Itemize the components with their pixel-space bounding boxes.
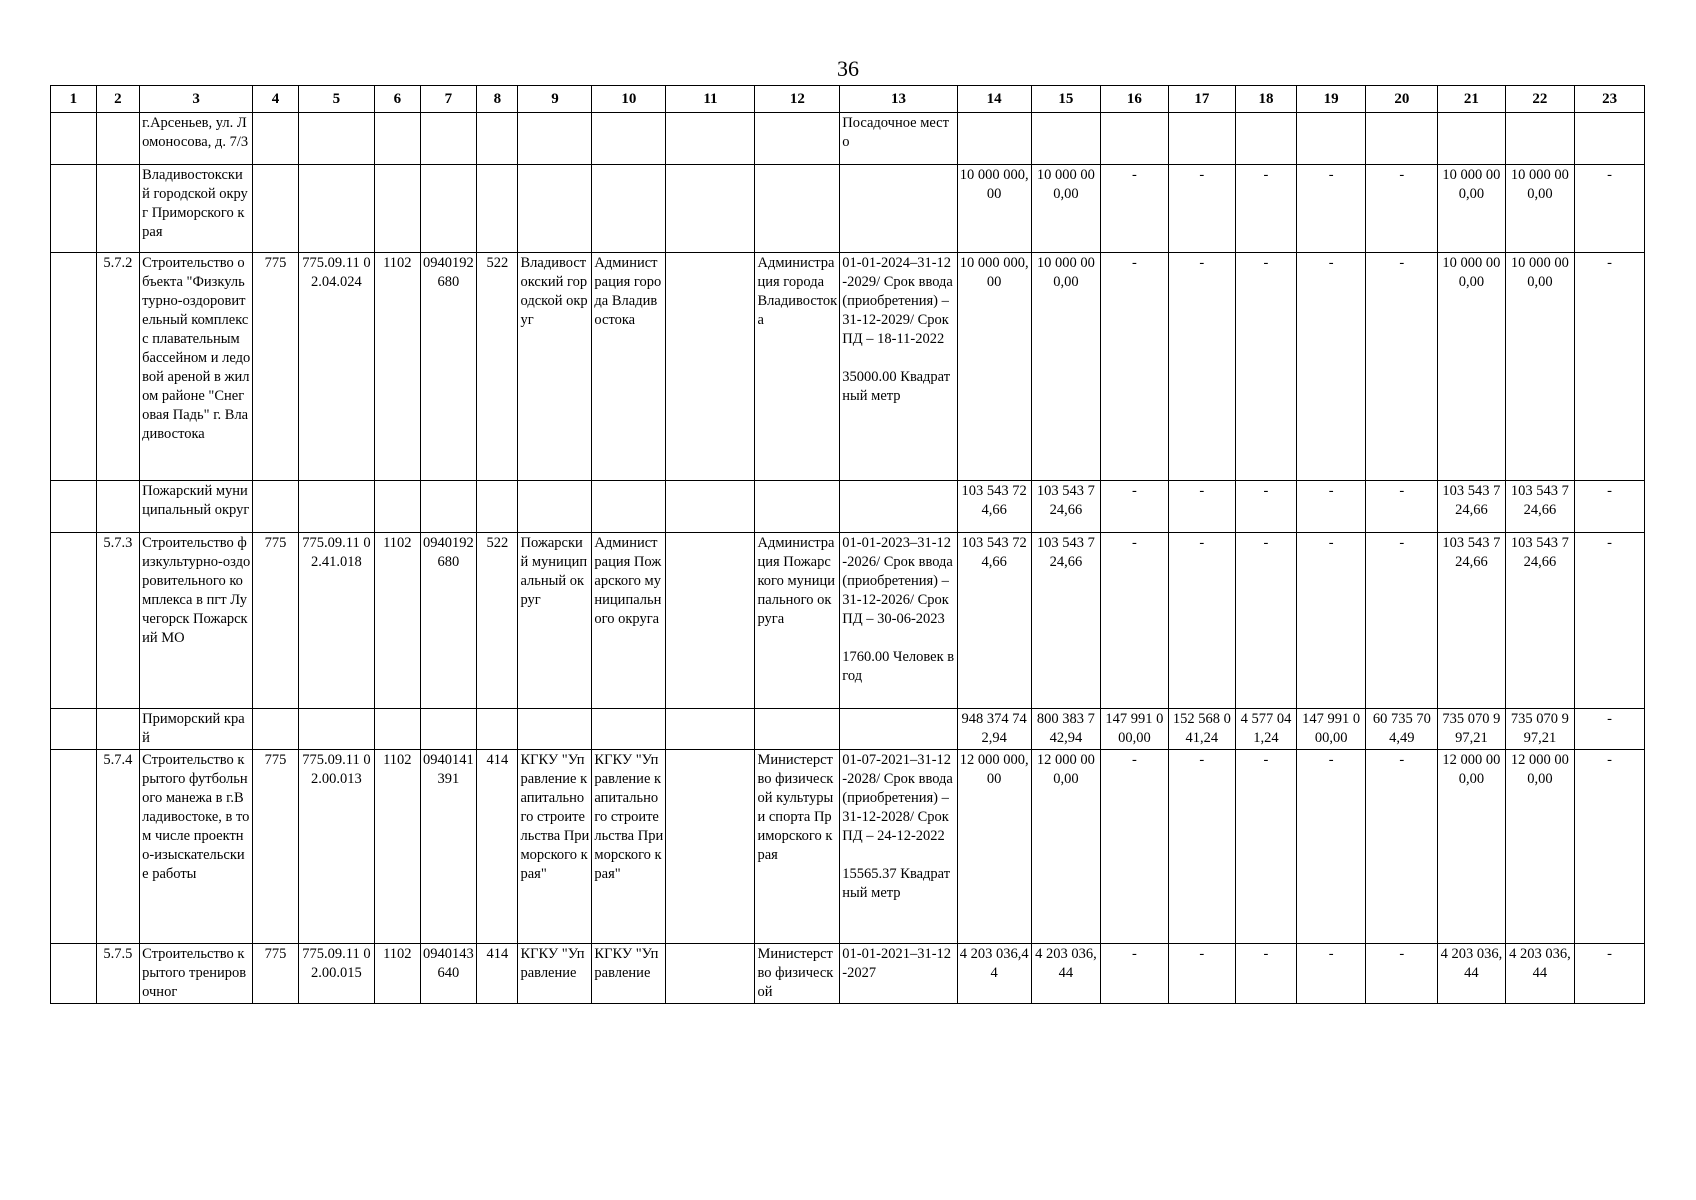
cell-col-18: - <box>1236 750 1297 944</box>
cell-col-17: - <box>1168 944 1235 1004</box>
cell-col-20: - <box>1366 944 1438 1004</box>
cell-col-13: 01-01-2021–31-12-2027 <box>840 944 957 1004</box>
cell-col-9: КГКУ "Управление <box>518 944 592 1004</box>
cell-col-6 <box>374 709 420 750</box>
cell-col-1 <box>51 113 97 165</box>
cell-col-17: - <box>1168 750 1235 944</box>
cell-col-14: 103 543 724,66 <box>957 481 1031 533</box>
cell-col-8: 522 <box>477 533 518 709</box>
column-header-10: 10 <box>592 86 666 113</box>
cell-col-6: 1102 <box>374 750 420 944</box>
cell-col-5: 775.09.11 02.04.024 <box>298 253 374 481</box>
cell-col-19: - <box>1296 165 1366 253</box>
cell-col-1 <box>51 709 97 750</box>
cell-col-4: 775 <box>253 944 299 1004</box>
cell-col-18: - <box>1236 481 1297 533</box>
cell-col-13: 01-07-2021–31-12-2028/ Срок ввода (приобретения) – 31-12-2028/ Срок ПД – 24-12-2022 15565.37 Квадратный метр <box>840 750 957 944</box>
cell-col-22: 103 543 724,66 <box>1505 533 1575 709</box>
cell-col-2 <box>96 481 139 533</box>
column-header-4: 4 <box>253 86 299 113</box>
cell-col-18: - <box>1236 165 1297 253</box>
cell-col-19: - <box>1296 253 1366 481</box>
cell-col-16: - <box>1101 253 1168 481</box>
cell-col-15: 12 000 000,00 <box>1031 750 1101 944</box>
cell-col-8 <box>477 113 518 165</box>
cell-col-3: г.Арсеньев, ул. Ломоносова, д. 7/3 <box>140 113 253 165</box>
cell-col-20: 60 735 704,49 <box>1366 709 1438 750</box>
cell-col-9 <box>518 481 592 533</box>
cell-col-14 <box>957 113 1031 165</box>
cell-col-11 <box>666 481 755 533</box>
cell-col-16: - <box>1101 944 1168 1004</box>
column-header-21: 21 <box>1438 86 1505 113</box>
cell-col-10: КГКУ "Управление <box>592 944 666 1004</box>
cell-col-21: 10 000 000,00 <box>1438 165 1505 253</box>
cell-col-11 <box>666 533 755 709</box>
cell-col-5 <box>298 113 374 165</box>
cell-col-17: - <box>1168 481 1235 533</box>
cell-col-23: - <box>1575 944 1645 1004</box>
cell-col-16: 147 991 000,00 <box>1101 709 1168 750</box>
cell-col-15: 4 203 036,44 <box>1031 944 1101 1004</box>
cell-col-4 <box>253 709 299 750</box>
cell-col-12 <box>755 113 840 165</box>
cell-col-11 <box>666 944 755 1004</box>
cell-col-10: Администрация Пожарского муниципального округа <box>592 533 666 709</box>
cell-col-10 <box>592 165 666 253</box>
row-5-7-5 <box>51 944 1645 1004</box>
cell-col-14: 10 000 000,00 <box>957 165 1031 253</box>
cell-col-5: 775.09.11 02.00.013 <box>298 750 374 944</box>
cell-col-4: 775 <box>253 533 299 709</box>
cell-col-6: 1102 <box>374 253 420 481</box>
cell-col-19: - <box>1296 481 1366 533</box>
column-header-23: 23 <box>1575 86 1645 113</box>
column-header-19: 19 <box>1296 86 1366 113</box>
cell-col-2 <box>96 165 139 253</box>
cell-col-12 <box>755 481 840 533</box>
cell-col-5: 775.09.11 02.41.018 <box>298 533 374 709</box>
row-arsenyev-address <box>51 113 1645 165</box>
cell-col-5: 775.09.11 02.00.015 <box>298 944 374 1004</box>
cell-col-11 <box>666 750 755 944</box>
cell-col-1 <box>51 750 97 944</box>
column-header-20: 20 <box>1366 86 1438 113</box>
cell-col-8: 414 <box>477 944 518 1004</box>
cell-col-4: 775 <box>253 253 299 481</box>
row-5-7-3 <box>51 533 1645 709</box>
cell-col-7: 0940143640 <box>420 944 477 1004</box>
cell-col-23: - <box>1575 253 1645 481</box>
cell-col-8 <box>477 481 518 533</box>
cell-col-7: 0940192680 <box>420 253 477 481</box>
cell-col-2 <box>96 113 139 165</box>
cell-col-2: 5.7.2 <box>96 253 139 481</box>
cell-col-5 <box>298 709 374 750</box>
cell-col-7: 0940192680 <box>420 533 477 709</box>
cell-col-16: - <box>1101 481 1168 533</box>
cell-col-14: 103 543 724,66 <box>957 533 1031 709</box>
cell-col-18 <box>1236 113 1297 165</box>
row-pozharsky-okrug <box>51 481 1645 533</box>
cell-col-6: 1102 <box>374 533 420 709</box>
cell-col-1 <box>51 165 97 253</box>
row-vladivostok-okrug <box>51 165 1645 253</box>
column-number-header <box>51 86 1645 113</box>
cell-col-14: 948 374 742,94 <box>957 709 1031 750</box>
cell-col-2: 5.7.4 <box>96 750 139 944</box>
cell-col-6 <box>374 481 420 533</box>
cell-col-17: 152 568 041,24 <box>1168 709 1235 750</box>
cell-col-16: - <box>1101 165 1168 253</box>
cell-col-11 <box>666 709 755 750</box>
cell-col-15 <box>1031 113 1101 165</box>
cell-col-12: Министерство физической культуры и спорта Приморского края <box>755 750 840 944</box>
cell-col-3: Строительство крытого тренировочног <box>140 944 253 1004</box>
cell-col-10 <box>592 481 666 533</box>
cell-col-3: Приморский край <box>140 709 253 750</box>
cell-col-11 <box>666 113 755 165</box>
cell-col-1 <box>51 481 97 533</box>
cell-col-3: Строительство объекта "Физкультурно-оздоровительный комплекс с плавательным бассейном и ледовой ареной в жилом районе "Снеговая Падь" г. Владивостока <box>140 253 253 481</box>
cell-col-18: 4 577 041,24 <box>1236 709 1297 750</box>
cell-col-21: 103 543 724,66 <box>1438 481 1505 533</box>
column-header-22: 22 <box>1505 86 1575 113</box>
cell-col-6 <box>374 165 420 253</box>
cell-col-22: 4 203 036,44 <box>1505 944 1575 1004</box>
cell-col-13 <box>840 481 957 533</box>
cell-col-18: - <box>1236 944 1297 1004</box>
cell-col-6 <box>374 113 420 165</box>
column-header-15: 15 <box>1031 86 1101 113</box>
cell-col-20 <box>1366 113 1438 165</box>
cell-col-13 <box>840 165 957 253</box>
cell-col-23: - <box>1575 750 1645 944</box>
cell-col-20: - <box>1366 253 1438 481</box>
cell-col-10 <box>592 709 666 750</box>
cell-col-16: - <box>1101 750 1168 944</box>
cell-col-2: 5.7.5 <box>96 944 139 1004</box>
column-header-18: 18 <box>1236 86 1297 113</box>
cell-col-1 <box>51 944 97 1004</box>
cell-col-19: 147 991 000,00 <box>1296 709 1366 750</box>
cell-col-12: Администрация города Владивостока <box>755 253 840 481</box>
cell-col-17: - <box>1168 533 1235 709</box>
cell-col-9: КГКУ "Управление капитального строительства Приморского края" <box>518 750 592 944</box>
cell-col-19 <box>1296 113 1366 165</box>
cell-col-4 <box>253 113 299 165</box>
cell-col-21: 103 543 724,66 <box>1438 533 1505 709</box>
cell-col-20: - <box>1366 165 1438 253</box>
cell-col-22: 12 000 000,00 <box>1505 750 1575 944</box>
cell-col-18: - <box>1236 533 1297 709</box>
cell-col-11 <box>666 253 755 481</box>
cell-col-19: - <box>1296 750 1366 944</box>
cell-col-8 <box>477 709 518 750</box>
cell-col-12 <box>755 165 840 253</box>
cell-col-17: - <box>1168 165 1235 253</box>
cell-col-10: КГКУ "Управление капитального строительства Приморского края" <box>592 750 666 944</box>
column-header-11: 11 <box>666 86 755 113</box>
cell-col-6: 1102 <box>374 944 420 1004</box>
cell-col-4: 775 <box>253 750 299 944</box>
cell-col-23 <box>1575 113 1645 165</box>
cell-col-1 <box>51 253 97 481</box>
cell-col-7 <box>420 709 477 750</box>
cell-col-14: 10 000 000,00 <box>957 253 1031 481</box>
cell-col-15: 800 383 742,94 <box>1031 709 1101 750</box>
row-primorsky-krai <box>51 709 1645 750</box>
cell-col-22: 103 543 724,66 <box>1505 481 1575 533</box>
cell-col-10 <box>592 113 666 165</box>
cell-col-19: - <box>1296 944 1366 1004</box>
column-header-7: 7 <box>420 86 477 113</box>
cell-col-20: - <box>1366 533 1438 709</box>
cell-col-5 <box>298 481 374 533</box>
column-header-14: 14 <box>957 86 1031 113</box>
cell-col-8: 522 <box>477 253 518 481</box>
cell-col-23: - <box>1575 533 1645 709</box>
page-number: 36 <box>837 56 859 81</box>
cell-col-10: Администрация города Владивостока <box>592 253 666 481</box>
column-header-5: 5 <box>298 86 374 113</box>
cell-col-9 <box>518 165 592 253</box>
cell-col-13: 01-01-2024–31-12-2029/ Срок ввода (приобретения) – 31-12-2029/ Срок ПД – 18-11-2022 35000.00 Квадратный метр <box>840 253 957 481</box>
cell-col-20: - <box>1366 750 1438 944</box>
cell-col-13: 01-01-2023–31-12-2026/ Срок ввода (приобретения) – 31-12-2026/ Срок ПД – 30-06-2023 1760.00 Человек в год <box>840 533 957 709</box>
cell-col-9 <box>518 709 592 750</box>
cell-col-1 <box>51 533 97 709</box>
cell-col-9: Владивостокский городской округ <box>518 253 592 481</box>
cell-col-15: 103 543 724,66 <box>1031 533 1101 709</box>
cell-col-23: - <box>1575 481 1645 533</box>
cell-col-21 <box>1438 113 1505 165</box>
row-5-7-2 <box>51 253 1645 481</box>
cell-col-16 <box>1101 113 1168 165</box>
cell-col-14: 4 203 036,44 <box>957 944 1031 1004</box>
cell-col-3: Владивостокский городской округ Приморского края <box>140 165 253 253</box>
cell-col-22 <box>1505 113 1575 165</box>
column-header-3: 3 <box>140 86 253 113</box>
column-header-17: 17 <box>1168 86 1235 113</box>
cell-col-15: 103 543 724,66 <box>1031 481 1101 533</box>
cell-col-7 <box>420 165 477 253</box>
cell-col-22: 10 000 000,00 <box>1505 165 1575 253</box>
cell-col-16: - <box>1101 533 1168 709</box>
cell-col-15: 10 000 000,00 <box>1031 253 1101 481</box>
cell-col-3: Строительство физкультурно-оздоровительного комплекса в пгт Лучегорск Пожарский МО <box>140 533 253 709</box>
cell-col-11 <box>666 165 755 253</box>
cell-col-23: - <box>1575 709 1645 750</box>
cell-col-9 <box>518 113 592 165</box>
cell-col-2: 5.7.3 <box>96 533 139 709</box>
cell-col-18: - <box>1236 253 1297 481</box>
cell-col-12 <box>755 709 840 750</box>
column-header-13: 13 <box>840 86 957 113</box>
cell-col-13: Посадочное место <box>840 113 957 165</box>
cell-col-8: 414 <box>477 750 518 944</box>
column-header-6: 6 <box>374 86 420 113</box>
cell-col-21: 12 000 000,00 <box>1438 750 1505 944</box>
cell-col-9: Пожарский муниципальный округ <box>518 533 592 709</box>
cell-col-8 <box>477 165 518 253</box>
cell-col-4 <box>253 481 299 533</box>
cell-col-17 <box>1168 113 1235 165</box>
investment-objects-table <box>50 85 1645 1004</box>
cell-col-7 <box>420 113 477 165</box>
cell-col-7: 0940141391 <box>420 750 477 944</box>
cell-col-13 <box>840 709 957 750</box>
column-header-16: 16 <box>1101 86 1168 113</box>
cell-col-17: - <box>1168 253 1235 481</box>
column-header-8: 8 <box>477 86 518 113</box>
cell-col-21: 10 000 000,00 <box>1438 253 1505 481</box>
cell-col-21: 735 070 997,21 <box>1438 709 1505 750</box>
cell-col-2 <box>96 709 139 750</box>
cell-col-21: 4 203 036,44 <box>1438 944 1505 1004</box>
cell-col-3: Строительство крытого футбольного манежа в г.Владивостоке, в том числе проектно-изыскательские работы <box>140 750 253 944</box>
column-header-1: 1 <box>51 86 97 113</box>
row-5-7-4 <box>51 750 1645 944</box>
cell-col-23: - <box>1575 165 1645 253</box>
column-header-12: 12 <box>755 86 840 113</box>
cell-col-4 <box>253 165 299 253</box>
column-header-2: 2 <box>96 86 139 113</box>
cell-col-3: Пожарский муниципальный округ <box>140 481 253 533</box>
cell-col-12: Министерство физической <box>755 944 840 1004</box>
column-header-9: 9 <box>518 86 592 113</box>
cell-col-7 <box>420 481 477 533</box>
cell-col-22: 10 000 000,00 <box>1505 253 1575 481</box>
cell-col-15: 10 000 000,00 <box>1031 165 1101 253</box>
cell-col-14: 12 000 000,00 <box>957 750 1031 944</box>
cell-col-12: Администрация Пожарского муниципального округа <box>755 533 840 709</box>
cell-col-19: - <box>1296 533 1366 709</box>
cell-col-5 <box>298 165 374 253</box>
cell-col-20: - <box>1366 481 1438 533</box>
cell-col-22: 735 070 997,21 <box>1505 709 1575 750</box>
